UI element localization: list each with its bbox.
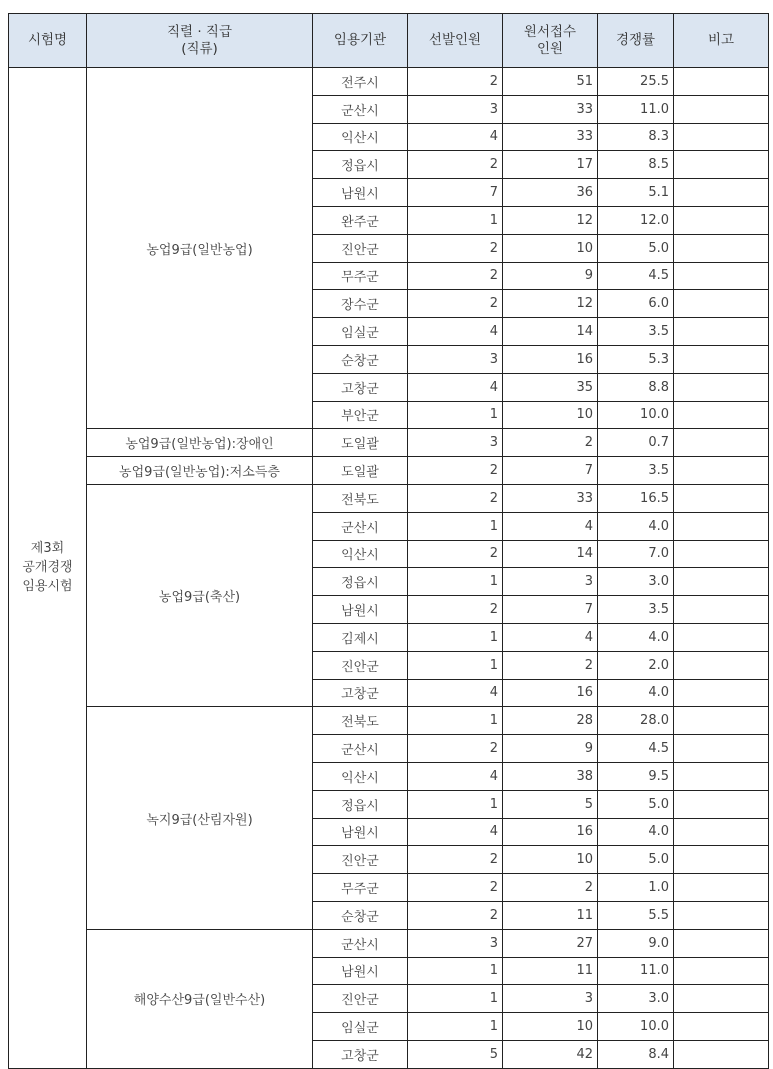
agency-cell: 정읍시 [313, 790, 408, 818]
selected-cell: 4 [408, 679, 503, 707]
ratio-cell: 5.1 [598, 179, 674, 207]
applicants-cell: 17 [503, 151, 598, 179]
selected-cell: 3 [408, 929, 503, 957]
note-cell [674, 762, 769, 790]
ratio-cell: 4.0 [598, 512, 674, 540]
selected-cell: 1 [408, 651, 503, 679]
agency-cell: 순창군 [313, 345, 408, 373]
applicants-cell: 10 [503, 1013, 598, 1041]
header-note: 비고 [674, 14, 769, 68]
agency-cell: 진안군 [313, 651, 408, 679]
applicants-cell: 42 [503, 1040, 598, 1068]
selected-cell: 2 [408, 68, 503, 96]
ratio-cell: 6.0 [598, 290, 674, 318]
note-cell [674, 262, 769, 290]
selected-cell: 2 [408, 874, 503, 902]
ratio-cell: 11.0 [598, 957, 674, 985]
ratio-cell: 8.3 [598, 123, 674, 151]
header-applicants [503, 14, 598, 68]
note-cell [674, 901, 769, 929]
ratio-cell: 4.0 [598, 818, 674, 846]
agency-cell: 도일괄 [313, 429, 408, 457]
agency-cell: 익산시 [313, 762, 408, 790]
selected-cell: 2 [408, 846, 503, 874]
note-cell [674, 985, 769, 1013]
note-cell [674, 345, 769, 373]
note-cell [674, 1013, 769, 1041]
agency-cell: 군산시 [313, 512, 408, 540]
ratio-cell: 12.0 [598, 206, 674, 234]
agency-cell: 익산시 [313, 123, 408, 151]
note-cell [674, 707, 769, 735]
note-cell [674, 179, 769, 207]
note-cell [674, 735, 769, 763]
position-cell: 농업9급(축산) [87, 484, 313, 706]
table-row [9, 484, 769, 512]
selected-cell: 3 [408, 429, 503, 457]
note-cell [674, 151, 769, 179]
ratio-cell: 3.0 [598, 568, 674, 596]
note-cell [674, 484, 769, 512]
note-cell [674, 929, 769, 957]
agency-cell: 군산시 [313, 929, 408, 957]
ratio-cell: 8.5 [598, 151, 674, 179]
table-row [9, 929, 769, 957]
applicants-cell: 28 [503, 707, 598, 735]
note-cell [674, 318, 769, 346]
ratio-cell: 8.4 [598, 1040, 674, 1068]
agency-cell: 임실군 [313, 318, 408, 346]
selected-cell: 2 [408, 540, 503, 568]
selected-cell: 4 [408, 818, 503, 846]
ratio-cell: 3.5 [598, 457, 674, 485]
ratio-cell: 4.5 [598, 735, 674, 763]
selected-cell: 1 [408, 206, 503, 234]
applicants-cell: 16 [503, 345, 598, 373]
agency-cell: 무주군 [313, 262, 408, 290]
selected-cell: 4 [408, 318, 503, 346]
ratio-cell: 4.5 [598, 262, 674, 290]
applicants-cell: 2 [503, 429, 598, 457]
agency-cell: 전북도 [313, 707, 408, 735]
agency-cell: 고창군 [313, 679, 408, 707]
selected-cell: 5 [408, 1040, 503, 1068]
selected-cell: 2 [408, 234, 503, 262]
selected-cell: 4 [408, 762, 503, 790]
agency-cell: 남원시 [313, 596, 408, 624]
ratio-cell: 4.0 [598, 623, 674, 651]
applicants-cell: 7 [503, 596, 598, 624]
ratio-cell: 3.0 [598, 985, 674, 1013]
agency-cell: 진안군 [313, 234, 408, 262]
note-cell [674, 429, 769, 457]
ratio-cell: 5.5 [598, 901, 674, 929]
position-cell: 농업9급(일반농업):저소득층 [87, 457, 313, 485]
note-cell [674, 540, 769, 568]
applicants-cell: 33 [503, 484, 598, 512]
agency-cell: 남원시 [313, 957, 408, 985]
agency-cell: 부안군 [313, 401, 408, 429]
ratio-cell: 25.5 [598, 68, 674, 96]
applicants-cell: 3 [503, 985, 598, 1013]
note-cell [674, 957, 769, 985]
selected-cell: 2 [408, 262, 503, 290]
note-cell [674, 95, 769, 123]
position-cell: 녹지9급(산림자원) [87, 707, 313, 929]
selected-cell: 1 [408, 985, 503, 1013]
selected-cell: 7 [408, 179, 503, 207]
applicants-cell: 36 [503, 179, 598, 207]
ratio-cell: 1.0 [598, 874, 674, 902]
applicants-cell: 4 [503, 512, 598, 540]
note-cell [674, 568, 769, 596]
note-cell [674, 401, 769, 429]
competition-rate-table [8, 13, 769, 1069]
selected-cell: 2 [408, 290, 503, 318]
note-cell [674, 1040, 769, 1068]
header-agency: 임용기관 [313, 14, 408, 68]
selected-cell: 1 [408, 568, 503, 596]
agency-cell: 고창군 [313, 1040, 408, 1068]
ratio-cell: 28.0 [598, 707, 674, 735]
applicants-cell: 10 [503, 846, 598, 874]
applicants-cell: 5 [503, 790, 598, 818]
selected-cell: 1 [408, 623, 503, 651]
applicants-cell: 51 [503, 68, 598, 96]
header-position-line1: 직렬 · 직급 [166, 23, 233, 40]
applicants-cell: 38 [503, 762, 598, 790]
agency-cell: 순창군 [313, 901, 408, 929]
exam-name-line: 임용시험 [22, 579, 73, 595]
agency-cell: 익산시 [313, 540, 408, 568]
position-cell: 해양수산9급(일반수산) [87, 929, 313, 1068]
agency-cell: 정읍시 [313, 568, 408, 596]
agency-cell: 군산시 [313, 95, 408, 123]
ratio-cell: 0.7 [598, 429, 674, 457]
applicants-cell: 3 [503, 568, 598, 596]
selected-cell: 1 [408, 1013, 503, 1041]
selected-cell: 2 [408, 735, 503, 763]
selected-cell: 4 [408, 373, 503, 401]
applicants-cell: 16 [503, 818, 598, 846]
ratio-cell: 11.0 [598, 95, 674, 123]
ratio-cell: 5.3 [598, 345, 674, 373]
note-cell [674, 234, 769, 262]
applicants-cell: 14 [503, 540, 598, 568]
note-cell [674, 206, 769, 234]
selected-cell: 4 [408, 123, 503, 151]
table-row [9, 457, 769, 485]
applicants-cell: 11 [503, 901, 598, 929]
agency-cell: 김제시 [313, 623, 408, 651]
applicants-cell: 2 [503, 651, 598, 679]
ratio-cell: 7.0 [598, 540, 674, 568]
applicants-cell: 4 [503, 623, 598, 651]
applicants-cell: 27 [503, 929, 598, 957]
selected-cell: 2 [408, 596, 503, 624]
applicants-cell: 33 [503, 123, 598, 151]
ratio-cell: 5.0 [598, 790, 674, 818]
agency-cell: 진안군 [313, 985, 408, 1013]
header-applicants-line1: 원서접수 [523, 23, 577, 40]
note-cell [674, 68, 769, 96]
agency-cell: 정읍시 [313, 151, 408, 179]
note-cell [674, 512, 769, 540]
ratio-cell: 8.8 [598, 373, 674, 401]
applicants-cell: 10 [503, 234, 598, 262]
ratio-cell: 16.5 [598, 484, 674, 512]
selected-cell: 2 [408, 901, 503, 929]
ratio-cell: 3.5 [598, 318, 674, 346]
exam-name-line: 공개경쟁 [22, 560, 73, 576]
agency-cell: 완주군 [313, 206, 408, 234]
agency-cell: 무주군 [313, 874, 408, 902]
table-row [9, 429, 769, 457]
applicants-cell: 11 [503, 957, 598, 985]
note-cell [674, 373, 769, 401]
ratio-cell: 9.5 [598, 762, 674, 790]
selected-cell: 1 [408, 957, 503, 985]
agency-cell: 남원시 [313, 179, 408, 207]
note-cell [674, 651, 769, 679]
header-selected: 선발인원 [408, 14, 503, 68]
selected-cell: 2 [408, 151, 503, 179]
note-cell [674, 596, 769, 624]
note-cell [674, 790, 769, 818]
agency-cell: 전북도 [313, 484, 408, 512]
note-cell [674, 874, 769, 902]
header-position-line2: (직류) [181, 40, 218, 57]
agency-cell: 진안군 [313, 846, 408, 874]
selected-cell: 2 [408, 457, 503, 485]
position-cell: 농업9급(일반농업):장애인 [87, 429, 313, 457]
applicants-cell: 9 [503, 262, 598, 290]
applicants-cell: 12 [503, 290, 598, 318]
ratio-cell: 10.0 [598, 1013, 674, 1041]
exam-name-line: 제3회 [30, 541, 65, 557]
agency-cell: 군산시 [313, 735, 408, 763]
agency-cell: 남원시 [313, 818, 408, 846]
selected-cell: 2 [408, 484, 503, 512]
ratio-cell: 4.0 [598, 679, 674, 707]
ratio-cell: 2.0 [598, 651, 674, 679]
applicants-cell: 33 [503, 95, 598, 123]
applicants-cell: 14 [503, 318, 598, 346]
note-cell [674, 290, 769, 318]
agency-cell: 장수군 [313, 290, 408, 318]
applicants-cell: 35 [503, 373, 598, 401]
note-cell [674, 457, 769, 485]
agency-cell: 전주시 [313, 68, 408, 96]
table-row [9, 68, 769, 96]
table-row [9, 707, 769, 735]
note-cell [674, 818, 769, 846]
table-body [9, 68, 769, 1069]
header-exam: 시험명 [9, 14, 87, 68]
selected-cell: 1 [408, 512, 503, 540]
selected-cell: 3 [408, 345, 503, 373]
note-cell [674, 123, 769, 151]
agency-cell: 고창군 [313, 373, 408, 401]
agency-cell: 임실군 [313, 1013, 408, 1041]
exam-name-cell [9, 68, 87, 1069]
selected-cell: 1 [408, 707, 503, 735]
ratio-cell: 3.5 [598, 596, 674, 624]
applicants-cell: 12 [503, 206, 598, 234]
applicants-cell: 9 [503, 735, 598, 763]
ratio-cell: 5.0 [598, 234, 674, 262]
applicants-cell: 2 [503, 874, 598, 902]
selected-cell: 3 [408, 95, 503, 123]
applicants-cell: 16 [503, 679, 598, 707]
applicants-cell: 7 [503, 457, 598, 485]
selected-cell: 1 [408, 790, 503, 818]
position-cell: 농업9급(일반농업) [87, 68, 313, 429]
applicants-cell: 10 [503, 401, 598, 429]
ratio-cell: 5.0 [598, 846, 674, 874]
agency-cell: 도일괄 [313, 457, 408, 485]
note-cell [674, 679, 769, 707]
ratio-cell: 9.0 [598, 929, 674, 957]
header-ratio: 경쟁률 [598, 14, 674, 68]
header-applicants-line2: 인원 [536, 40, 564, 57]
table-header [9, 14, 769, 68]
ratio-cell: 10.0 [598, 401, 674, 429]
note-cell [674, 623, 769, 651]
header-position [87, 14, 313, 68]
selected-cell: 1 [408, 401, 503, 429]
note-cell [674, 846, 769, 874]
